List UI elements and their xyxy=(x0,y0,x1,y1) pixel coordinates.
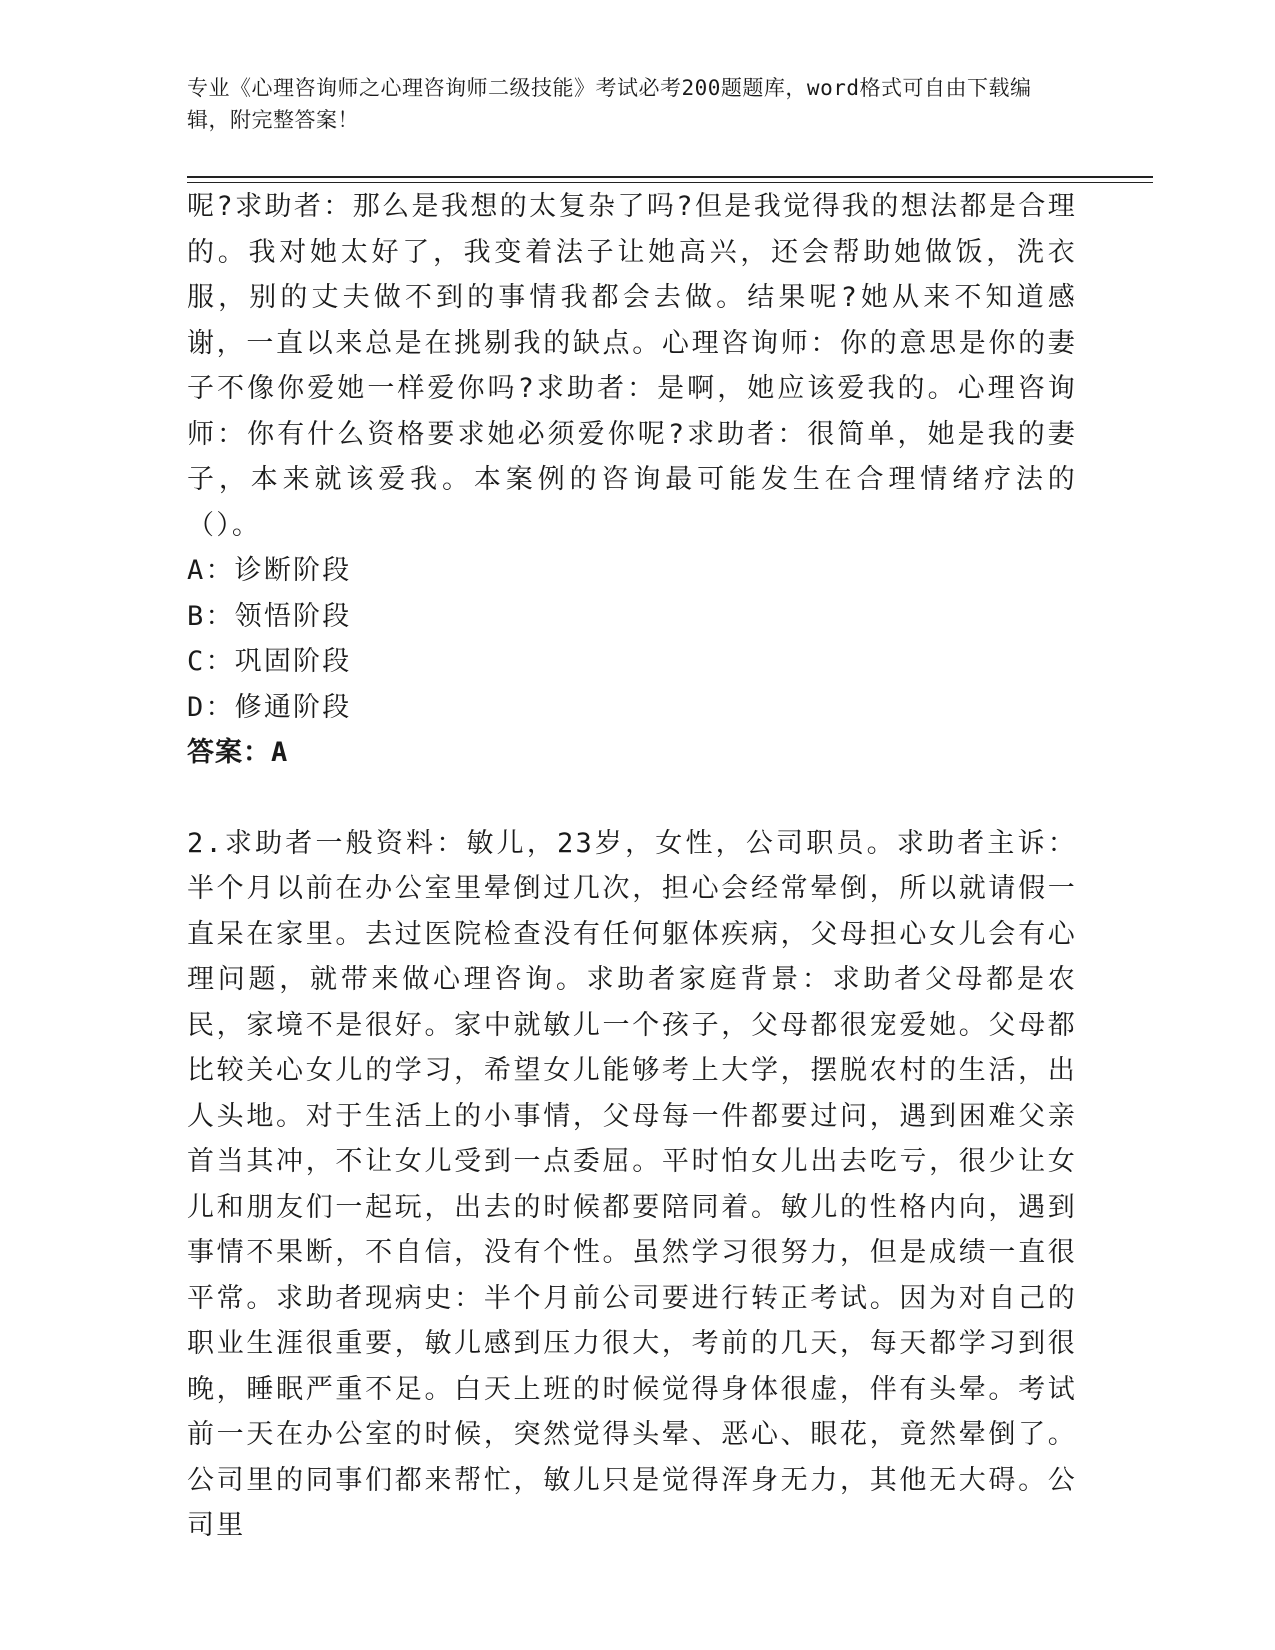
header-divider-thin xyxy=(187,182,1153,183)
question-1-text: 呢?求助者：那么是我想的太复杂了吗?但是我觉得我的想法都是合理的。我对她太好了，我变着法子让她高兴，还会帮助她做饭，洗衣服，别的丈夫做不到的事情我都会去做。结果呢?她从来不知道感谢，一直以来总是在挑剔我的缺点。心理咨询师：你的意思是你的妻子不像你爱她一样爱你吗?求助者：是啊，她应该爱我的。心理咨询师：你有什么资格要求她必须爱你呢?求助者：很简单，她是我的妻子，本来就该爱我。本案例的咨询最可能发生在合理情绪疗法的（）。 xyxy=(187,191,1077,541)
question-1-option-b: B：领悟阶段 xyxy=(187,600,352,632)
question-1-option-a: A：诊断阶段 xyxy=(187,555,352,586)
question-1-option-c: C：巩固阶段 xyxy=(187,646,352,677)
question-spacer xyxy=(187,776,1077,821)
question-2-text: 2.求助者一般资料：敏儿，23岁，女性，公司职员。求助者主诉：半个月以前在办公室里晕倒过几次，担心会经常晕倒，所以就请假一直呆在家里。去过医院检查没有任何躯体疾病，父母担心女儿会有心理问题，就带来做心理咨询。求助者家庭背景：求助者父母都是农民，家境不是很好。家中就敏儿一个孩子，父母都很宠爱她。父母都比较关心女儿的学习，希望女儿能够考上大学，摆脱农村的生活，出人头地。对于生活上的小事情，父母每一件都要过问，遇到困难父亲首当其冲，不让女儿受到一点委屈。平时怕女儿出去吃亏，很少让女儿和朋友们一起玩，出去的时候都要陪同着。敏儿的性格内向，遇到事情不果断，不自信，没有个性。虽然学习很努力，但是成绩一直很平常。求助者现病史：半个月前公司要进行转正考试。因为对自己的职业生涯很重要，敏儿感到压力很大，考前的几天，每天都学习到很晚，睡眠严重不足。白天上班的时候觉得身体很虚，伴有头晕。考试前一天在办公室的时候，突然觉得头晕、恶心、眼花，竟然晕倒了。公司里的同事们都来帮忙，敏儿只是觉得浑身无力，其他无大碍。公司里 xyxy=(187,827,1077,1541)
document-body xyxy=(187,184,1077,1549)
header-divider-thick xyxy=(187,176,1153,178)
question-1-answer: 答案：A xyxy=(187,737,289,768)
question-1-option-d: D：修通阶段 xyxy=(187,691,352,723)
document-header-title: 专业《心理咨询师之心理咨询师二级技能》考试必考200题题库，word格式可自由下载编辑，附完整答案！ xyxy=(187,76,1032,132)
